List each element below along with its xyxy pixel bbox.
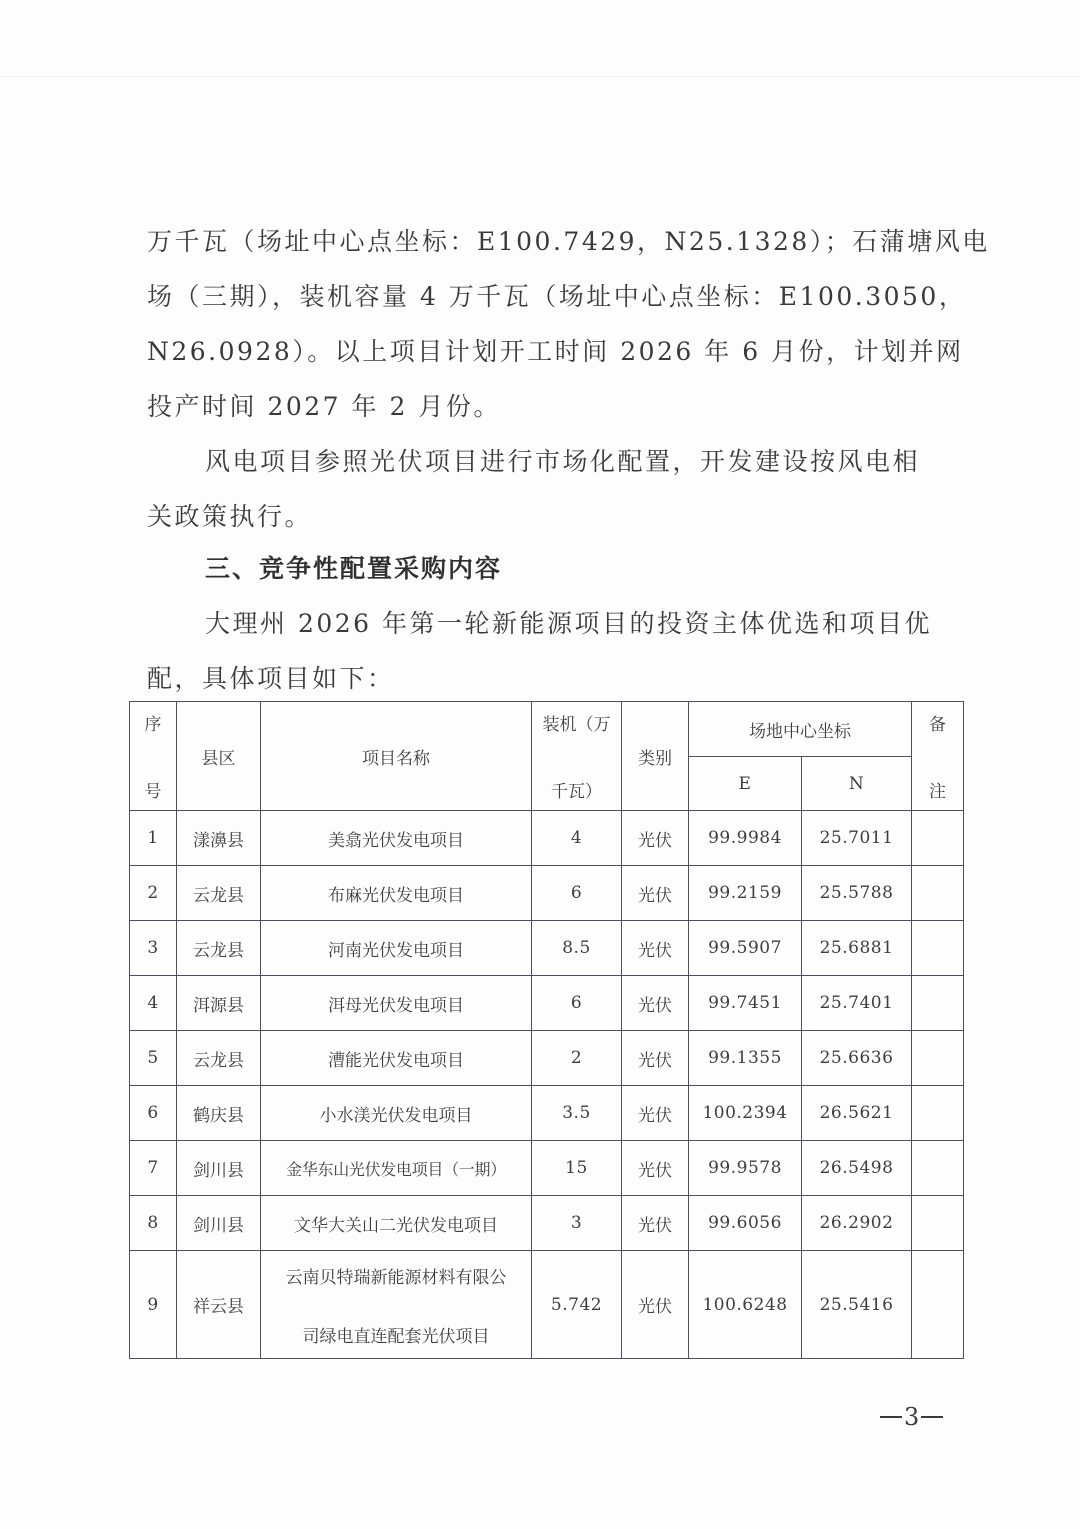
cell-capacity: 8.5	[532, 921, 622, 976]
paragraph-line: 风电项目参照光伏项目进行市场化配置，开发建设按风电相	[205, 447, 921, 476]
cell-seq: 8	[130, 1196, 177, 1251]
cell-seq: 7	[130, 1141, 177, 1196]
cell-project-name: 美翕光伏发电项目	[261, 811, 532, 866]
cell-capacity: 3.5	[532, 1086, 622, 1141]
header-category: 类别	[622, 702, 689, 811]
cell-project-name: 小水渼光伏发电项目	[261, 1086, 532, 1141]
cell-category: 光伏	[622, 976, 689, 1031]
cell-coord-e: 99.7451	[689, 976, 802, 1031]
cell-coord-n: 26.5621	[802, 1086, 912, 1141]
cell-coord-e: 99.5907	[689, 921, 802, 976]
header-remark	[912, 702, 964, 811]
cell-county: 云龙县	[177, 866, 261, 921]
cell-coord-e: 99.9984	[689, 811, 802, 866]
header-remark-top: 备	[929, 715, 946, 735]
paragraph-line: 关政策执行。	[147, 502, 313, 531]
paragraph-line: 投产时间 2027 年 2 月份。	[147, 392, 501, 421]
table-row	[130, 976, 964, 1031]
cell-coord-n: 25.5788	[802, 866, 912, 921]
cell-category: 光伏	[622, 1086, 689, 1141]
cell-county: 祥云县	[177, 1251, 261, 1359]
header-capacity	[532, 702, 622, 811]
cell-capacity: 6	[532, 866, 622, 921]
header-seq-top: 序	[144, 715, 162, 735]
table-row	[130, 1196, 964, 1251]
cell-county: 云龙县	[177, 1031, 261, 1086]
cell-remark	[912, 976, 964, 1031]
cell-project-name-line1: 云南贝特瑞新能源材料有限公	[285, 1267, 507, 1288]
page-number-value: 3	[904, 1403, 920, 1431]
cell-remark	[912, 866, 964, 921]
header-seq	[130, 702, 177, 811]
paragraph-line: 大理州 2026 年第一轮新能源项目的投资主体优选和项目优	[205, 609, 933, 638]
table-row	[130, 866, 964, 921]
cell-seq: 5	[130, 1031, 177, 1086]
cell-capacity: 5.742	[532, 1251, 622, 1359]
cell-project-name: 布麻光伏发电项目	[261, 866, 532, 921]
cell-capacity: 15	[532, 1141, 622, 1196]
page-number-dash-right	[921, 1416, 943, 1418]
cell-coord-n: 25.6881	[802, 921, 912, 976]
table-row	[130, 1031, 964, 1086]
cell-project-name: 河南光伏发电项目	[261, 921, 532, 976]
page-number-dash-left	[880, 1416, 902, 1418]
cell-category: 光伏	[622, 811, 689, 866]
cell-category: 光伏	[622, 1141, 689, 1196]
cell-remark	[912, 1031, 964, 1086]
cell-category: 光伏	[622, 1196, 689, 1251]
table-row	[130, 1141, 964, 1196]
cell-coord-n: 25.7011	[802, 811, 912, 866]
paragraph-wind-projects	[147, 214, 990, 434]
cell-capacity: 2	[532, 1031, 622, 1086]
cell-project-name-line2: 司绿电直连配套光伏项目	[302, 1326, 490, 1347]
cell-category: 光伏	[622, 921, 689, 976]
cell-coord-n: 25.6636	[802, 1031, 912, 1086]
cell-coord-n: 25.7401	[802, 976, 912, 1031]
header-capacity-bottom: 千瓦）	[551, 782, 602, 802]
table-row	[130, 1251, 964, 1359]
cell-coord-e: 99.1355	[689, 1031, 802, 1086]
header-project-name: 项目名称	[261, 702, 532, 811]
table-row	[130, 811, 964, 866]
cell-coord-n: 26.2902	[802, 1196, 912, 1251]
cell-county: 云龙县	[177, 921, 261, 976]
scan-top-rule	[0, 76, 1080, 77]
cell-seq: 1	[130, 811, 177, 866]
cell-project-name: 洱母光伏发电项目	[261, 976, 532, 1031]
cell-remark	[912, 1086, 964, 1141]
cell-county: 漾濞县	[177, 811, 261, 866]
paragraph-wind-policy	[147, 434, 957, 544]
table-row	[130, 921, 964, 976]
table-header-row	[130, 702, 964, 757]
cell-capacity: 6	[532, 976, 622, 1031]
cell-coord-e: 99.6056	[689, 1196, 802, 1251]
header-coord-e: E	[689, 757, 802, 811]
cell-capacity: 3	[532, 1196, 622, 1251]
cell-seq: 6	[130, 1086, 177, 1141]
page-number	[880, 1403, 943, 1431]
cell-project-name: 金华东山光伏发电项目（一期）	[261, 1141, 532, 1196]
cell-remark	[912, 1251, 964, 1359]
paragraph-line: 配，具体项目如下：	[147, 664, 395, 693]
header-county: 县区	[177, 702, 261, 811]
header-seq-bottom: 号	[144, 782, 162, 802]
cell-county: 剑川县	[177, 1141, 261, 1196]
paragraph-line: 场（三期），装机容量 4 万千瓦（场址中心点坐标：E100.3050，	[147, 282, 967, 311]
cell-coord-n: 26.5498	[802, 1141, 912, 1196]
cell-project-name	[261, 1251, 532, 1359]
cell-project-name: 漕能光伏发电项目	[261, 1031, 532, 1086]
cell-remark	[912, 811, 964, 866]
cell-capacity: 4	[532, 811, 622, 866]
cell-coord-e: 100.6248	[689, 1251, 802, 1359]
cell-coord-e: 99.9578	[689, 1141, 802, 1196]
cell-county: 剑川县	[177, 1196, 261, 1251]
paragraph-line: N26.0928）。以上项目计划开工时间 2026 年 6 月份，计划并网	[147, 337, 964, 366]
cell-remark	[912, 1196, 964, 1251]
cell-seq: 4	[130, 976, 177, 1031]
section-heading: 三、竞争性配置采购内容	[205, 554, 503, 583]
cell-seq: 3	[130, 921, 177, 976]
cell-county: 鹤庆县	[177, 1086, 261, 1141]
header-remark-bottom: 注	[929, 782, 946, 802]
cell-category: 光伏	[622, 1031, 689, 1086]
cell-remark	[912, 1141, 964, 1196]
cell-coord-e: 100.2394	[689, 1086, 802, 1141]
table-row	[130, 1086, 964, 1141]
header-coord-n: N	[802, 757, 912, 811]
cell-category: 光伏	[622, 1251, 689, 1359]
paragraph-line: 万千瓦（场址中心点坐标：E100.7429，N25.1328）；石蒲塘风电	[147, 227, 990, 256]
cell-remark	[912, 921, 964, 976]
header-coordinates: 场地中心坐标	[689, 702, 912, 757]
cell-seq: 9	[130, 1251, 177, 1359]
projects-table	[129, 701, 964, 1359]
paragraph-intro-table	[147, 596, 957, 706]
cell-seq: 2	[130, 866, 177, 921]
header-capacity-top: 装机（万	[542, 715, 611, 735]
cell-category: 光伏	[622, 866, 689, 921]
cell-project-name: 文华大关山二光伏发电项目	[261, 1196, 532, 1251]
cell-county: 洱源县	[177, 976, 261, 1031]
cell-coord-n: 25.5416	[802, 1251, 912, 1359]
cell-coord-e: 99.2159	[689, 866, 802, 921]
